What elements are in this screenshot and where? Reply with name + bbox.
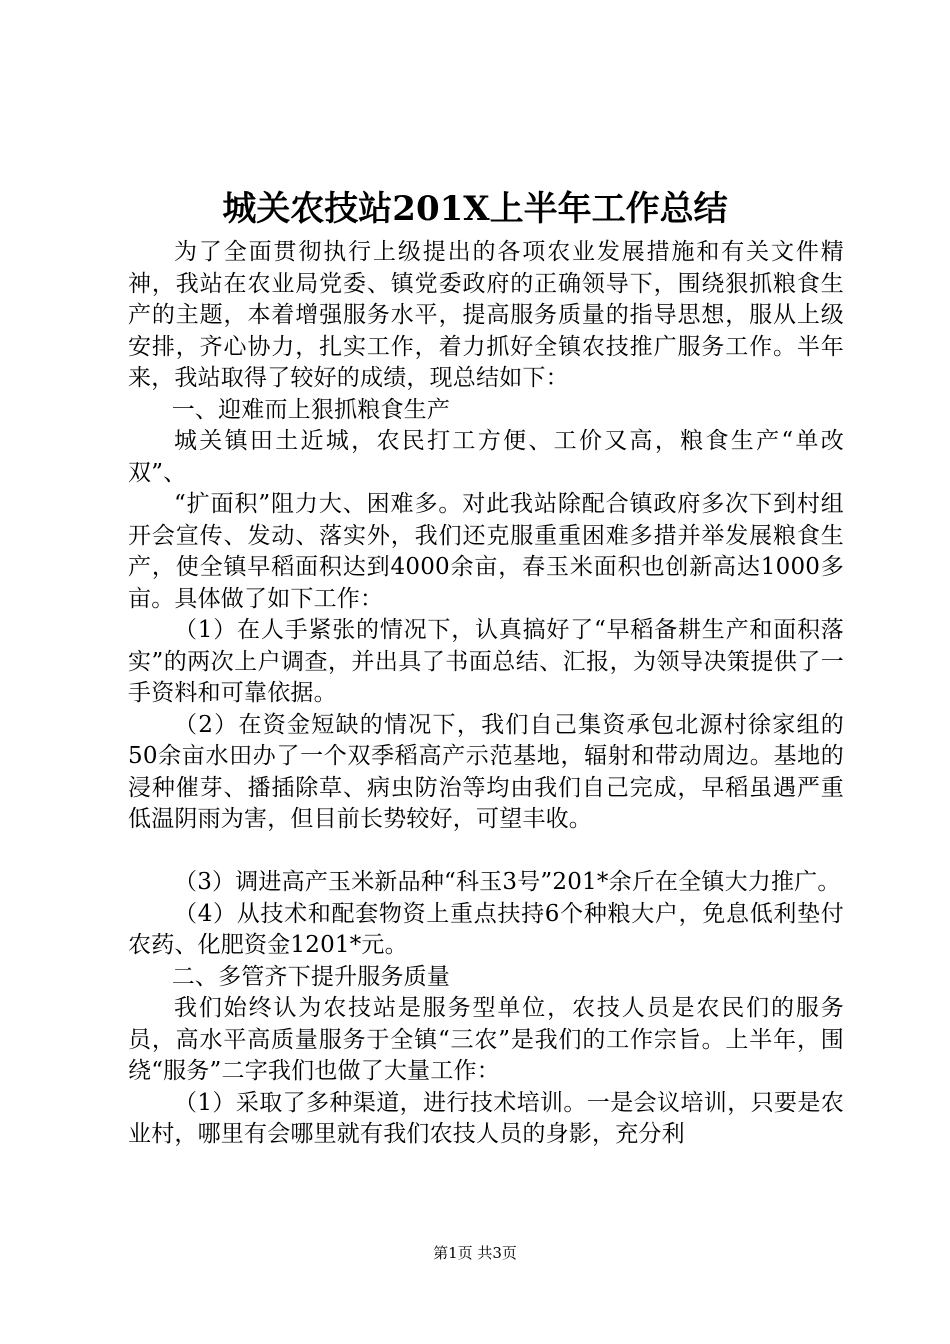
list-item-paragraph: （1）在人手紧张的情况下，认真搞好了“早稻备耕生产和面积落实”的两次上户调查，并出具了书面总结、汇报，为领导决策提供了一手资料和可靠依据。 <box>128 617 844 706</box>
paragraph-spacer <box>128 836 844 868</box>
document-body <box>128 237 844 1151</box>
list-item-paragraph: （4）从技术和配套物资上重点扶持6个种粮大户，免息低利垫付农药、化肥资金1201*元。 <box>128 900 844 958</box>
list-item-paragraph: （1）采取了多种渠道，进行技术培训。一是会议培训，只要是农业村，哪里有会哪里就有我们农技人员的身影，充分利 <box>128 1089 844 1147</box>
list-item-paragraph: （2）在资金短缺的情况下，我们自己集资承包北源村徐家组的50余亩水田办了一个双季稻高产示范基地，辐射和带动周边。基地的浸种催芽、播插除草、病虫防治等均由我们自己完成，早稻虽遇严重低温阴雨为害，但目前长势较好，可望丰收。 <box>128 711 844 832</box>
list-item-paragraph: （3）调进高产玉米新品种“科玉3号”201*余斤在全镇大力推广。 <box>174 869 841 895</box>
intro-paragraph: 为了全面贯彻执行上级提出的各项农业发展措施和有关文件精神，我站在农业局党委、镇党委政府的正确领导下，围绕狠抓粮食生产的主题，本着增强服务水平，提高服务质量的指导思想，服从上级安排，齐心协力，扎实工作，着力抓好全镇农技推广服务工作。半年来，我站取得了较好的成绩，现总结如下： <box>128 239 844 391</box>
section-heading-2: 二、多管齐下提升服务质量 <box>171 963 451 990</box>
document-title: 城关农技站201X上半年工作总结 <box>222 189 728 229</box>
page-footer: 第1页 共3页 <box>433 1244 517 1262</box>
section-heading-1: 一、迎难而上狠抓粮食生产 <box>171 396 451 423</box>
body-paragraph: 我们始终认为农技站是服务型单位，农技人员是农民们的服务员，高水平高质量服务于全镇“三农”是我们的工作宗旨。上半年，围绕“服务”二字我们也做了大量工作： <box>128 995 844 1084</box>
body-paragraph: 城关镇田土近城，农民打工方便、工价又高，粮食生产“单改双”、 <box>128 428 844 486</box>
body-paragraph: “扩面积”阻力大、困难多。对此我站除配合镇政府多次下到村组开会宣传、发动、落实外，我们还克服重重困难多措并举发展粮食生产，使全镇早稻面积达到4000余亩，春玉米面积也创新高达1000多亩。具体做了如下工作： <box>128 491 844 612</box>
